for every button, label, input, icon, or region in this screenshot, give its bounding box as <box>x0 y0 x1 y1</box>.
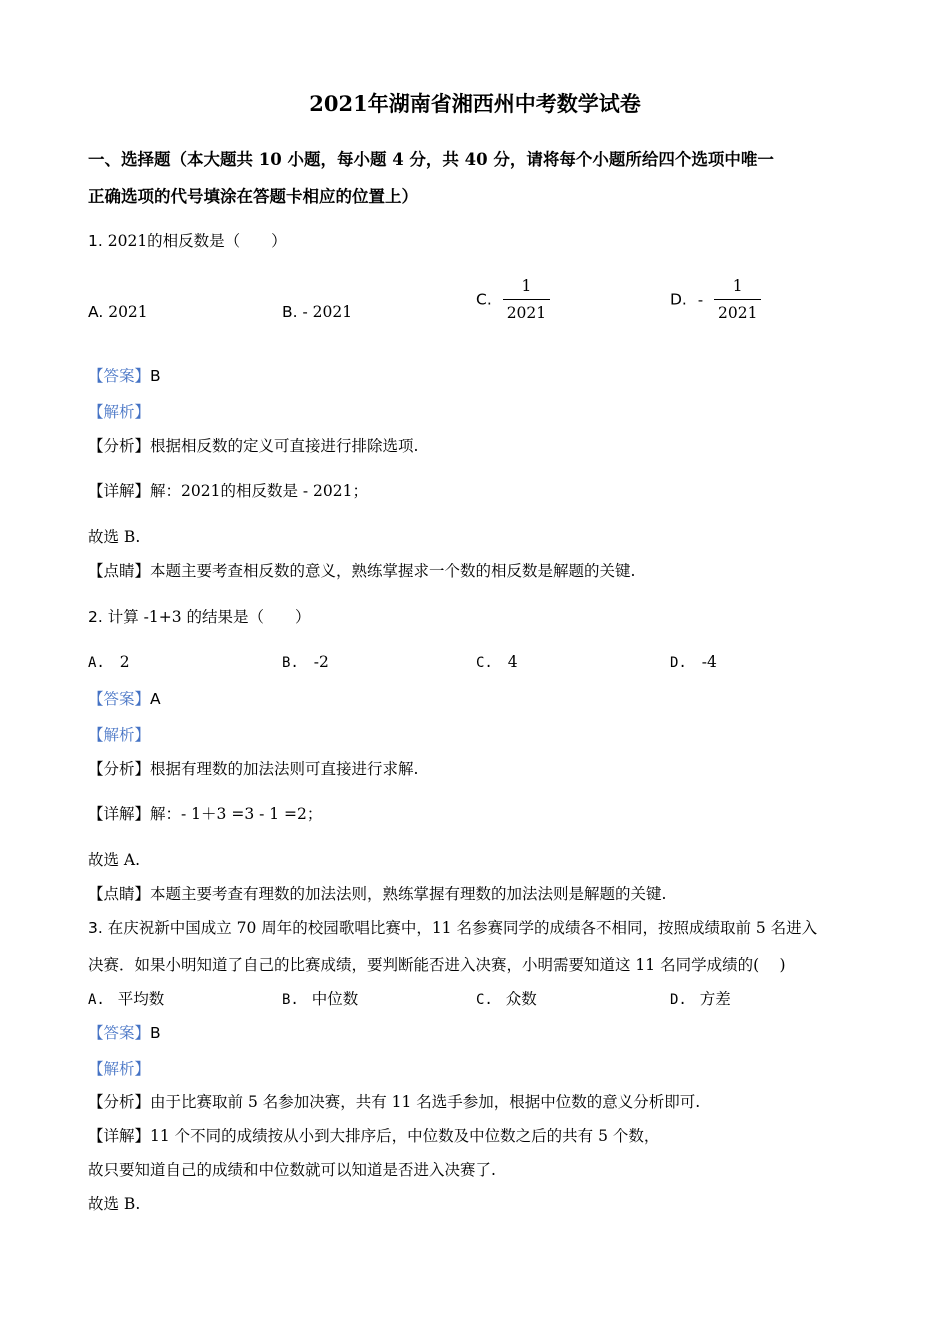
q2-option-a-value: 2 <box>119 653 130 671</box>
q2-comment <box>88 882 666 904</box>
q1-option-d-denominator: 2021 <box>718 304 758 322</box>
q3-analysis <box>88 1090 700 1112</box>
q3-option-c-value: 众数 <box>505 990 537 1008</box>
q1-option-c-label: C. <box>476 290 492 309</box>
q3-answer-tag: 【答案】 <box>88 1024 151 1042</box>
q2-option-a-label: A. <box>88 655 105 671</box>
q1-analysis-head: 【解析】 <box>88 403 151 421</box>
q3-analysis-text: 由于比赛取前 5 名参加决赛，共有 11 名选手参加，根据中位数的意义分析即可. <box>150 1093 701 1111</box>
page-title: 2021年湖南省湘西州中考数学试卷 <box>309 91 641 116</box>
q1-comment-tag: 【点睛】 <box>88 562 151 580</box>
q3-option-c-label: C. <box>476 992 493 1008</box>
q1-option-a-value: 2021 <box>108 303 148 321</box>
q1-detail-text: 解：2021的相反数是 - 2021； <box>150 482 369 500</box>
q1-stem <box>88 229 287 251</box>
q2-analysis-head: 【解析】 <box>88 726 151 744</box>
section-heading-line2: 正确选项的代号填涂在答题卡相应的位置上） <box>88 187 418 206</box>
q3-answer <box>88 1021 161 1043</box>
q3-stem-text-line1: 在庆祝新中国成立 70 周年的校园歌唱比赛中，11 名参赛同学的成绩各不相同，按照成绩取前 5 名进入 <box>107 919 818 937</box>
q1-detail <box>88 479 368 501</box>
q2-comment-text: 本题主要考查有理数的加法法则，熟练掌握有理数的加法法则是解题的关键. <box>150 885 667 903</box>
q3-number: 3. <box>88 919 103 937</box>
q2-analysis <box>88 757 418 779</box>
q1-option-b <box>282 303 352 321</box>
q3-detail-line2: 故只要知道自己的成绩和中位数就可以知道是否进入决赛了. <box>88 1161 496 1179</box>
q1-option-d <box>670 277 761 322</box>
q3-option-a-value: 平均数 <box>117 990 165 1008</box>
q1-option-d-fraction <box>714 277 761 322</box>
section-heading-line1: 一、选择题（本大题共 10 小题，每小题 4 分，共 40 分，请将每个小题所给四个选项中唯一 <box>88 150 774 169</box>
q3-option-a-label: A. <box>88 992 105 1008</box>
q3-conclusion: 故选 B. <box>88 1195 141 1213</box>
q1-answer-value: B <box>150 367 161 385</box>
q3-stem-line1 <box>88 916 817 938</box>
q3-analysis-head: 【解析】 <box>88 1060 151 1078</box>
q2-answer-tag: 【答案】 <box>88 690 151 708</box>
q3-answer-value: B <box>150 1024 161 1042</box>
q3-option-d-label: D. <box>670 992 687 1008</box>
q3-detail-tag: 【详解】 <box>88 1127 151 1145</box>
q3-option-c <box>476 987 537 1009</box>
q1-detail-tag: 【详解】 <box>88 482 151 500</box>
q2-analysis-tag: 【分析】 <box>88 760 151 778</box>
q2-detail-tag: 【详解】 <box>88 805 151 823</box>
q1-conclusion: 故选 B. <box>88 528 141 546</box>
q2-analysis-text: 根据有理数的加法法则可直接进行求解. <box>150 760 419 778</box>
q3-option-a <box>88 987 164 1009</box>
q1-answer-tag: 【答案】 <box>88 367 151 385</box>
q1-analysis <box>88 434 418 456</box>
q2-option-a <box>88 653 130 671</box>
q3-option-d <box>670 987 731 1009</box>
q2-stem-text: 计算 -1+3 的结果是（ ） <box>107 608 311 626</box>
q2-option-d <box>670 653 717 671</box>
q2-stem <box>88 605 311 627</box>
q3-option-d-value: 方差 <box>699 990 731 1008</box>
q2-option-c <box>476 653 518 671</box>
q2-option-b <box>282 653 329 671</box>
q2-number: 2. <box>88 608 103 626</box>
q1-option-d-numerator: 1 <box>714 277 761 300</box>
q2-option-c-label: C. <box>476 655 493 671</box>
q2-comment-tag: 【点睛】 <box>88 885 151 903</box>
q1-number: 1. <box>88 232 103 250</box>
q3-detail-text-line1: 11 个不同的成绩按从小到大排序后，中位数及中位数之后的共有 5 个数， <box>150 1127 660 1145</box>
q2-option-d-label: D. <box>670 655 687 671</box>
q2-detail <box>88 802 322 824</box>
q2-option-c-value: 4 <box>507 653 518 671</box>
q1-option-c-numerator: 1 <box>503 277 550 300</box>
q1-option-d-sign: - <box>697 290 704 309</box>
q1-option-c <box>476 277 550 322</box>
q3-option-b <box>282 987 358 1009</box>
q1-analysis-tag: 【分析】 <box>88 437 151 455</box>
q1-option-a <box>88 303 148 321</box>
q2-answer <box>88 687 161 709</box>
q1-option-b-label: B. <box>282 303 298 321</box>
q1-option-b-value: - 2021 <box>302 303 353 321</box>
q3-stem-line2: 决赛．如果小明知道了自己的比赛成绩，要判断能否进入决赛，小明需要知道这 11 名同学成绩的( ) <box>88 956 786 974</box>
q3-analysis-tag: 【分析】 <box>88 1093 151 1111</box>
q2-conclusion: 故选 A. <box>88 851 141 869</box>
q3-detail-line1 <box>88 1124 659 1146</box>
q1-answer <box>88 364 161 386</box>
q2-option-b-label: B. <box>282 655 299 671</box>
q1-stem-text: 2021的相反数是（ ） <box>107 232 287 250</box>
q2-option-d-value: -4 <box>701 653 717 671</box>
q2-answer-value: A <box>150 690 161 708</box>
q2-option-b-value: -2 <box>313 653 329 671</box>
q1-option-c-fraction <box>503 277 550 322</box>
q1-comment <box>88 559 635 581</box>
q3-option-b-value: 中位数 <box>311 990 359 1008</box>
q1-option-d-label: D. <box>670 290 687 309</box>
q1-comment-text: 本题主要考查相反数的意义，熟练掌握求一个数的相反数是解题的关键. <box>150 562 636 580</box>
q1-option-a-label: A. <box>88 303 104 321</box>
q3-option-b-label: B. <box>282 992 299 1008</box>
q2-detail-text: 解：- 1＋3 =3 - 1 =2； <box>150 805 323 823</box>
q1-analysis-text: 根据相反数的定义可直接进行排除选项. <box>150 437 419 455</box>
q1-option-c-denominator: 2021 <box>506 304 547 322</box>
